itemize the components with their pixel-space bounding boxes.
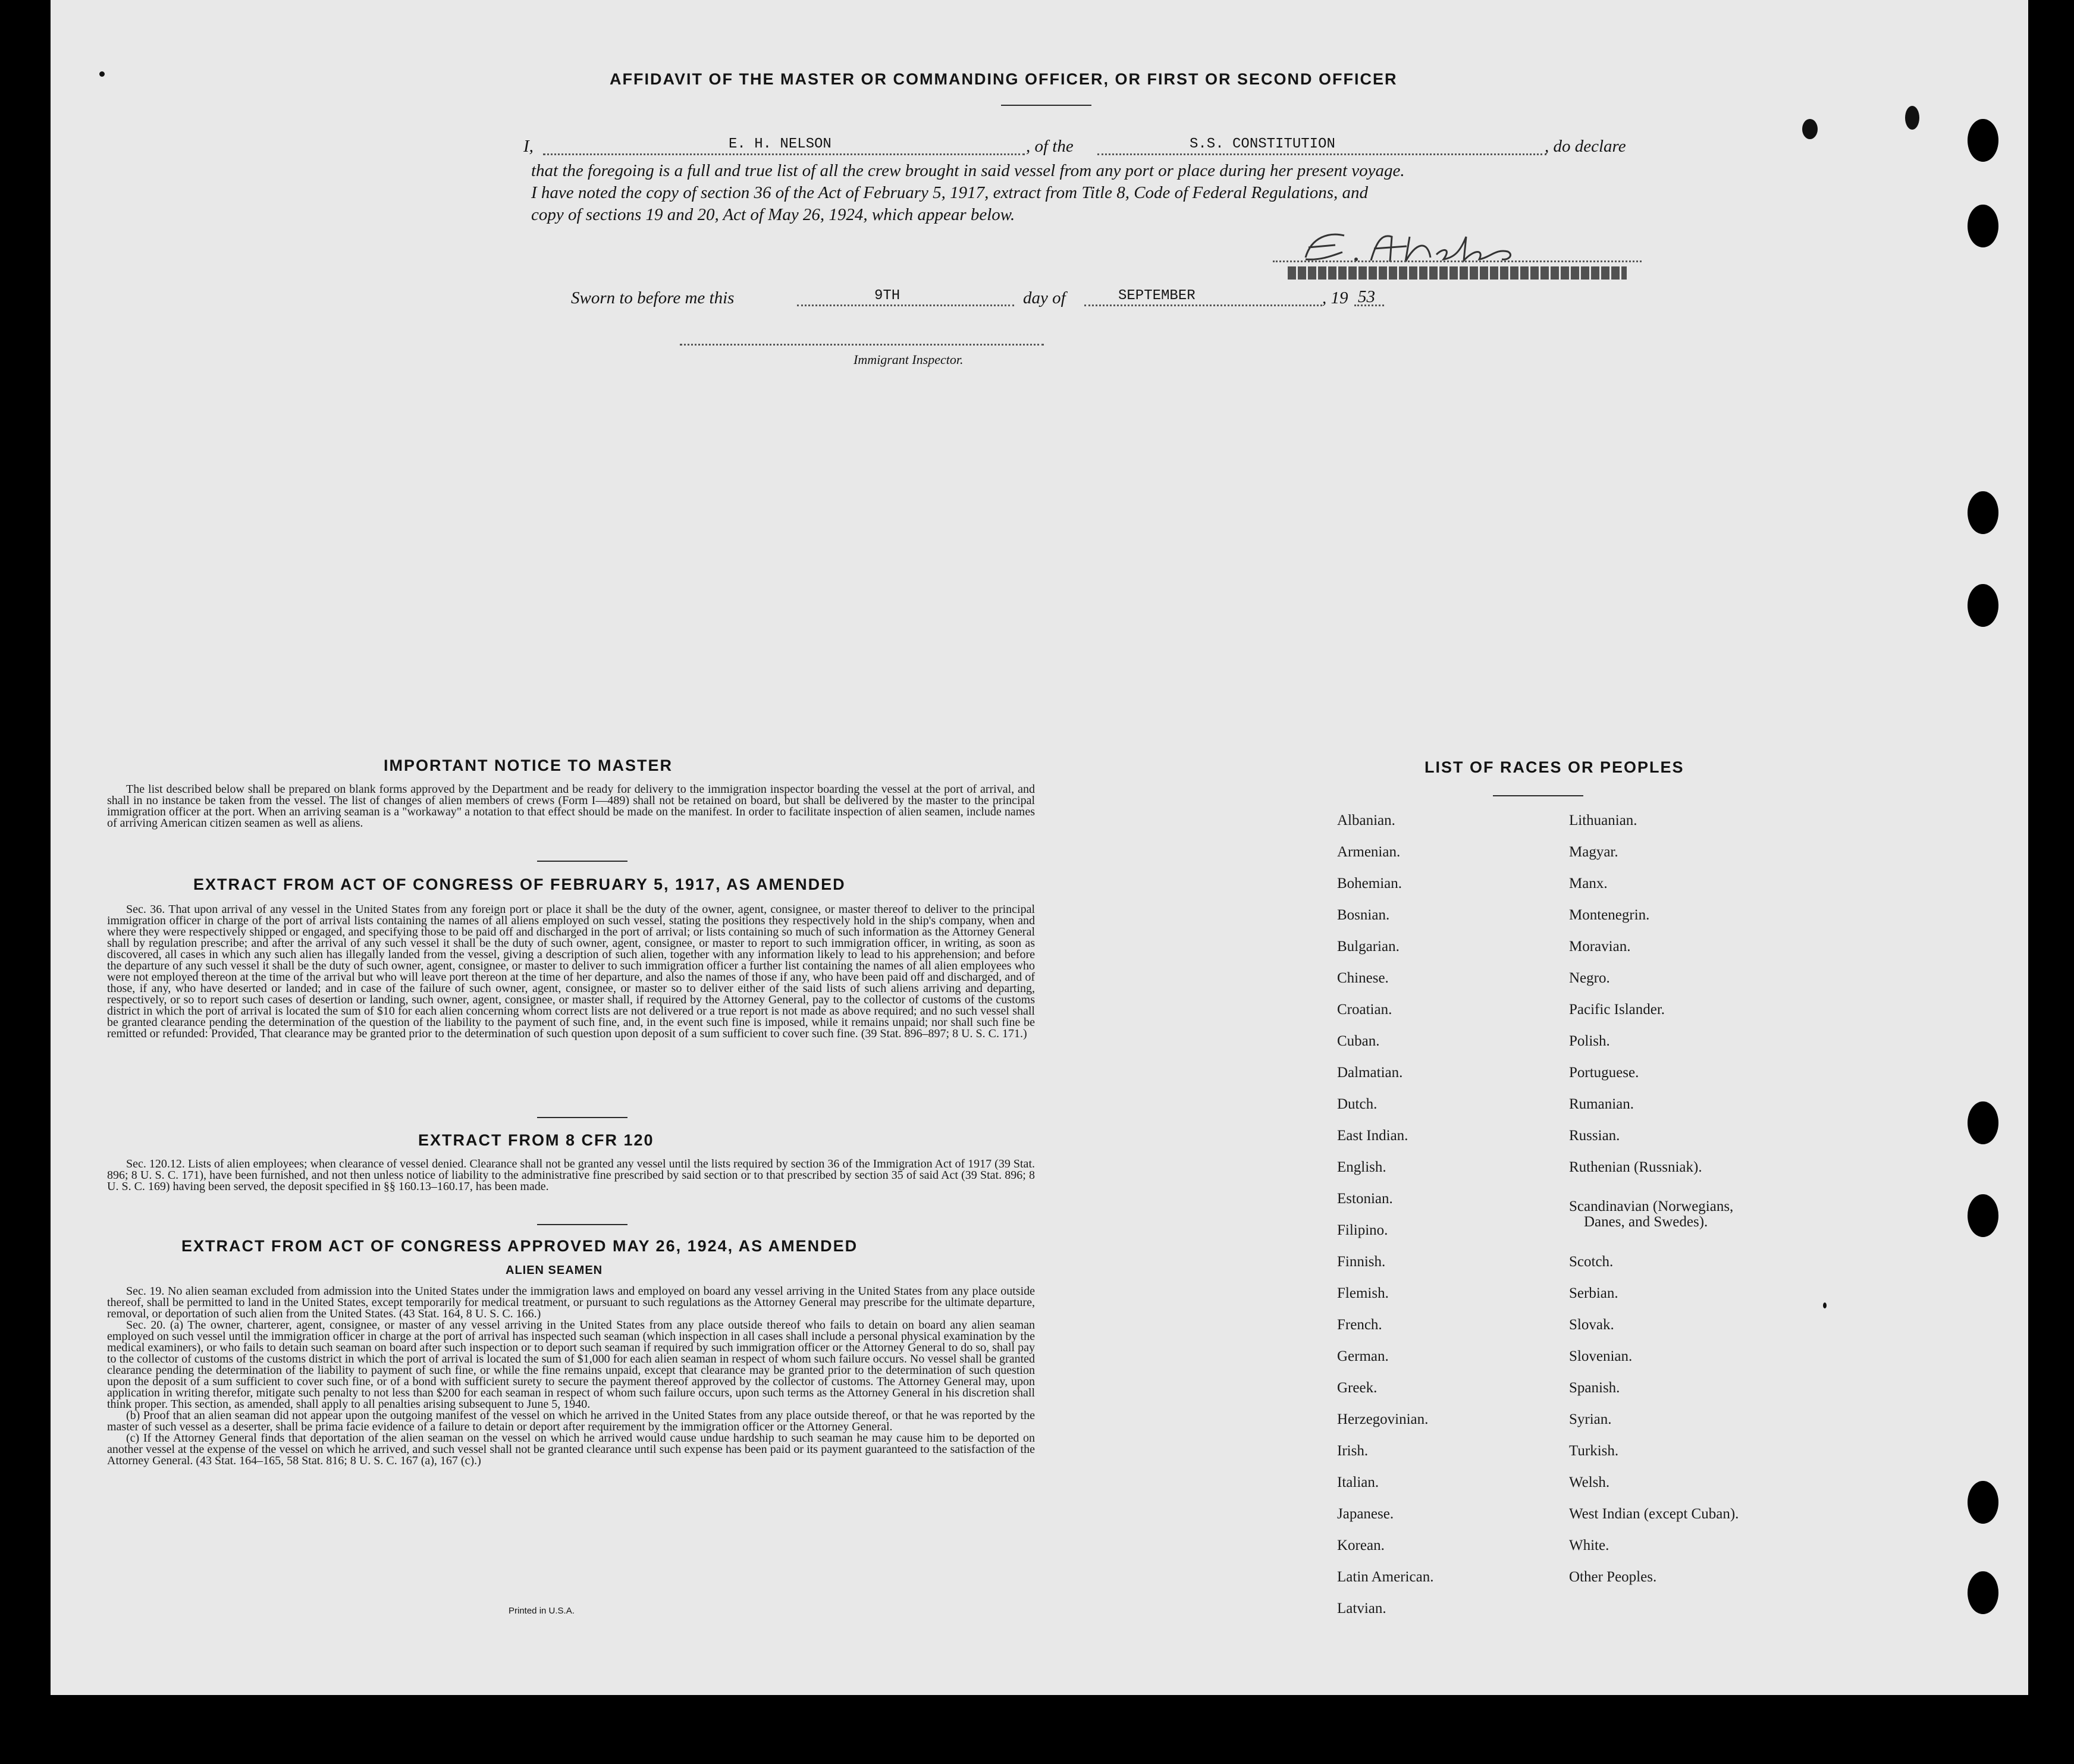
race-item: Latin American. bbox=[1337, 1569, 1434, 1585]
master-name: E. H. NELSON bbox=[729, 136, 832, 152]
inspector-label: Immigrant Inspector. bbox=[854, 352, 964, 367]
month-field-line bbox=[1084, 305, 1322, 306]
of-the-label: , of the bbox=[1026, 137, 1074, 156]
race-item: Moravian. bbox=[1569, 939, 1631, 955]
race-item: Latvian. bbox=[1337, 1600, 1386, 1617]
sworn-day: 9TH bbox=[874, 288, 900, 304]
race-item: Scotch. bbox=[1569, 1254, 1614, 1270]
punch-hole bbox=[1968, 1101, 1998, 1144]
section-19-text: Sec. 19. No alien seaman excluded from admission into the United States under the immigration laws and employed on board any vessel arriving in the United States from any place outside thereof, shall be permitted to land in the United States, except temporarily for medical treatment, or pursuant to such regulations as the Attorney General may prescribe for the ultimate departure, removal, or deportation of such alien from the United States. (43 Stat. 164, 8 U. S. C. 166.) bbox=[107, 1285, 1035, 1320]
race-item: Finnish. bbox=[1337, 1254, 1386, 1270]
punch-hole bbox=[1968, 584, 1998, 627]
race-item: Spanish. bbox=[1569, 1380, 1620, 1396]
punch-hole bbox=[1968, 491, 1998, 534]
race-item: Lithuanian. bbox=[1569, 812, 1637, 828]
section-20c-text: (c) If the Attorney General finds that deportation of the alien seaman on the vessel on which he arrived would cause undue hardship to such seaman he may cause him to be deported on another vessel at the expense of the vessel on which he arrived, and such vessel shall not be granted clearance until such expense has been paid or its payment guaranteed to the satisfaction of the Attorney General. (43 Stat. 164–165, 58 Stat. 816; 8 U. S. C. 167 (a), 167 (c).) bbox=[107, 1432, 1035, 1467]
race-item: Estonian. bbox=[1337, 1191, 1393, 1207]
race-item: French. bbox=[1337, 1317, 1382, 1333]
punch-hole bbox=[1968, 205, 1998, 247]
race-item: Pacific Islander. bbox=[1569, 1002, 1665, 1018]
punch-hole bbox=[1968, 119, 1998, 162]
race-item: Magyar. bbox=[1569, 844, 1618, 860]
affidavit-title: AFFIDAVIT OF THE MASTER OR COMMANDING OFFICER, OR FIRST OR SECOND OFFICER bbox=[610, 70, 1398, 88]
race-item: Greek. bbox=[1337, 1380, 1378, 1396]
race-item: Other Peoples. bbox=[1569, 1569, 1657, 1585]
race-item: Filipino. bbox=[1337, 1222, 1388, 1238]
divider-2 bbox=[537, 1117, 627, 1118]
race-item: Rumanian. bbox=[1569, 1096, 1634, 1112]
race-item: Russian. bbox=[1569, 1128, 1620, 1144]
ink-speck bbox=[1802, 119, 1818, 139]
do-declare-label: , do declare bbox=[1545, 137, 1626, 156]
notice-title: IMPORTANT NOTICE TO MASTER bbox=[384, 757, 673, 774]
year-prefix: , 19 bbox=[1322, 288, 1348, 307]
section-20a-text: Sec. 20. (a) The owner, charterer, agent, consignee, or master of any vessel arriving in the United States from any place outside thereof who fails to detain on board any alien seaman employed on such vessel until the immigration officer in charge at the port of arrival has inspected such seaman (which inspection in all cases shall include a personal physical examination by the medical examiners), or who fails to detain such seaman on board after such inspection or to deport such seaman if required by such immigration officer or the Attorney General to do so, shall pay to the collector of customs of the customs district in which the port of arrival is located the sum of $1,000 for each alien seaman in respect of whom such failure occurs. No vessel shall be granted clearance pending the determination of the liability to payment of such fine, or while the fine remains unpaid, except that clearance may be granted prior to the determination of such question upon the deposit of a sum sufficient to cover such fine, or of a bond with sufficient surety to secure the payment thereof approved by the collector of customs. The Attorney General may, upon application in writing therefor, mitigate such penalty to not less than $200 for each seaman in respect of whom such failure occurs, upon such terms as the Attorney General in his discretion shall think proper. This section, as amended, shall apply to all penalties arising subsequent to June 5, 1940. bbox=[107, 1319, 1035, 1411]
extract-1924-body bbox=[107, 1286, 1035, 1467]
extract-1924-subtitle: ALIEN SEAMEN bbox=[506, 1264, 603, 1277]
affidavit-line-3: I have noted the copy of section 36 of the Act of February 5, 1917, extract from Title 8, Code of Federal Regulations, and bbox=[531, 183, 1369, 202]
extract-1917-title: EXTRACT FROM ACT OF CONGRESS OF FEBRUARY 5, 1917, AS AMENDED bbox=[193, 875, 846, 893]
race-item: Bulgarian. bbox=[1337, 939, 1400, 955]
inspector-signature-line bbox=[680, 344, 1044, 346]
extract-cfr-body bbox=[107, 1159, 1035, 1192]
races-title: LIST OF RACES OR PEOPLES bbox=[1424, 758, 1684, 776]
race-item: Dalmatian. bbox=[1337, 1065, 1403, 1081]
notice-body bbox=[107, 784, 1035, 829]
race-item: Turkish. bbox=[1569, 1443, 1619, 1459]
race-item: Slovak. bbox=[1569, 1317, 1614, 1333]
race-item: German. bbox=[1337, 1348, 1389, 1364]
race-item: English. bbox=[1337, 1159, 1386, 1175]
race-item: East Indian. bbox=[1337, 1128, 1408, 1144]
vessel-field-line bbox=[1097, 153, 1546, 155]
day-field-line bbox=[797, 305, 1014, 306]
ink-speck bbox=[1905, 106, 1919, 130]
race-item: Armenian. bbox=[1337, 844, 1401, 860]
race-item: Manx. bbox=[1569, 875, 1608, 892]
extract-cfr-title: EXTRACT FROM 8 CFR 120 bbox=[418, 1131, 654, 1149]
notice-paragraph: The list described below shall be prepared on blank forms approved by the Department and be ready for delivery to the immigration inspector boarding the vessel at the port of arrival, and shall in no instance be taken from the vessel. The list of changes of alien members of crews (Form I—489) shall not be retained on board, but shall be delivered by the master to the principal immigration officer at the port. When an arriving seaman is a "workaway" a notation to that effect should be made on the manifest. In order to facilitate inspection of alien seamen, include names of arriving American citizen seamen as well as aliens. bbox=[107, 783, 1035, 830]
punch-hole bbox=[1968, 1194, 1998, 1237]
sworn-year: 53 bbox=[1358, 287, 1375, 306]
signature-line bbox=[1273, 260, 1642, 262]
ink-speck bbox=[1823, 1302, 1827, 1308]
race-item: Croatian. bbox=[1337, 1002, 1392, 1018]
race-item: Korean. bbox=[1337, 1537, 1385, 1553]
race-item: White. bbox=[1569, 1537, 1609, 1553]
race-item: Montenegrin. bbox=[1569, 907, 1650, 923]
race-item: Bohemian. bbox=[1337, 875, 1402, 892]
punch-hole bbox=[1968, 1571, 1998, 1614]
race-item: Welsh. bbox=[1569, 1474, 1610, 1490]
document-page bbox=[51, 0, 2028, 1695]
race-item: Polish. bbox=[1569, 1033, 1610, 1049]
printed-in-usa: Printed in U.S.A. bbox=[509, 1606, 575, 1616]
race-item: Irish. bbox=[1337, 1443, 1369, 1459]
race-item: Japanese. bbox=[1337, 1506, 1394, 1522]
race-item: Serbian. bbox=[1569, 1285, 1618, 1301]
punch-hole bbox=[1968, 1481, 1998, 1524]
name-field-line bbox=[543, 153, 1025, 155]
race-item: Negro. bbox=[1569, 970, 1610, 986]
extract-1917-body bbox=[107, 904, 1035, 1040]
race-item: Dutch. bbox=[1337, 1096, 1378, 1112]
race-item: Slovenian. bbox=[1569, 1348, 1633, 1364]
race-item: Portuguese. bbox=[1569, 1065, 1639, 1081]
race-item: Italian. bbox=[1337, 1474, 1379, 1490]
ink-speck bbox=[99, 71, 105, 77]
races-rule bbox=[1493, 795, 1583, 796]
struck-title-typing bbox=[1288, 266, 1627, 280]
affidavit-line-4: copy of sections 19 and 20, Act of May 26, 1924, which appear below. bbox=[531, 205, 1015, 224]
section-20b-text: (b) Proof that an alien seaman did not appear upon the outgoing manifest of the vessel on which he arrived in the United States from any place outside thereof, or that he was reported by the master of such vessel as a deserter, shall be prima facie evidence of a failure to detain or deport after requirement by the immigration officer or the Attorney General. bbox=[107, 1409, 1035, 1433]
race-item: Chinese. bbox=[1337, 970, 1389, 986]
race-item: Syrian. bbox=[1569, 1411, 1612, 1427]
race-item: Danes, and Swedes). bbox=[1584, 1214, 1708, 1230]
race-item: West Indian (except Cuban). bbox=[1569, 1506, 1739, 1522]
affidavit-line-2: that the foregoing is a full and true list of all the crew brought in said vessel from any port or place during her present voyage. bbox=[531, 161, 1405, 180]
race-item: Cuban. bbox=[1337, 1033, 1380, 1049]
day-of-label: day of bbox=[1023, 288, 1066, 307]
sworn-month: SEPTEMBER bbox=[1118, 288, 1196, 304]
race-item: Scandinavian (Norwegians, bbox=[1569, 1198, 1734, 1214]
title-rule bbox=[1001, 105, 1091, 106]
section-120-12-text: Sec. 120.12. Lists of alien employees; when clearance of vessel denied. Clearance shall not be granted any vessel until the lists required by section 36 of the Immigration Act of 1917 (39 Stat. 896; 8 U. S. C. 171), have been furnished, and not then unless notice of liability to the administrative fine prescribed by said section or to that prescribed by section 35 of said Act (39 Stat. 896; 8 U. S. C. 169) having been served, the deposit specified in §§ 160.13–160.17, has been made. bbox=[107, 1157, 1035, 1193]
vessel-name: S.S. CONSTITUTION bbox=[1190, 136, 1335, 152]
affidavit-pronoun: I, bbox=[523, 137, 534, 156]
extract-1924-title: EXTRACT FROM ACT OF CONGRESS APPROVED MAY 26, 1924, AS AMENDED bbox=[181, 1237, 858, 1255]
section-36-text: Sec. 36. That upon arrival of any vessel in the United States from any foreign port or place it shall be the duty of the owner, agent, consignee, or master thereof to deliver to the principal immigration officer in charge of the port of arrival lists containing the names of all aliens employed on such vessel, stating the positions they respectively hold in the ship's company, when and where they were respectively shipped or engaged, and specifying those to be paid off and discharged in the port of arrival; or lists containing so much of such information as the Attorney General shall by regulation prescribe; and after the arrival of any such vessel it shall be the duty of such owner, agent, consignee, or master to report to such immigration officer, in writing, as soon as discovered, all cases in which any such alien has illegally landed from the vessel, giving a description of such alien, together with any information likely to lead to his apprehension; and before the departure of any such vessel it shall be the duty of such owner, agent, consignee, or master to deliver to such immigration officer a further list containing the names of all alien employees who were not employed thereon at the time of the arrival but who will leave port thereon at the time of her departure, and also the names of those if any, who have been paid off and discharged, and of those, if any, who have deserted or landed; and in case of the failure of such owner, agent, consignee, or master so to deliver either of the said lists of such aliens arriving and departing, respectively, or so to report such cases of desertion or landing, such owner, agent, consignee, or master shall, if required by the Attorney General, pay to the collector of customs of the customs district in which the port of arrival is located the sum of $10 for each alien concerning whom correct lists are not delivered or a true report is not made as above required; and no such vessel shall be granted clearance pending the determination of the question of the liability to the payment of such fine, and, in the event such fine is imposed, while it remains unpaid; nor shall such fine be remitted or refunded: Provided, That clearance may be granted prior to the determination of such question upon deposit of a sum sufficient to cover such fine. (39 Stat. 896–897; 8 U. S. C. 171.) bbox=[107, 903, 1035, 1040]
race-item: Ruthenian (Russniak). bbox=[1569, 1159, 1702, 1175]
race-item: Herzegovinian. bbox=[1337, 1411, 1429, 1427]
divider-1 bbox=[537, 861, 627, 862]
sworn-label: Sworn to before me this bbox=[571, 288, 735, 307]
race-item: Flemish. bbox=[1337, 1285, 1389, 1301]
divider-3 bbox=[537, 1224, 627, 1225]
race-item: Albanian. bbox=[1337, 812, 1395, 828]
race-item: Bosnian. bbox=[1337, 907, 1390, 923]
